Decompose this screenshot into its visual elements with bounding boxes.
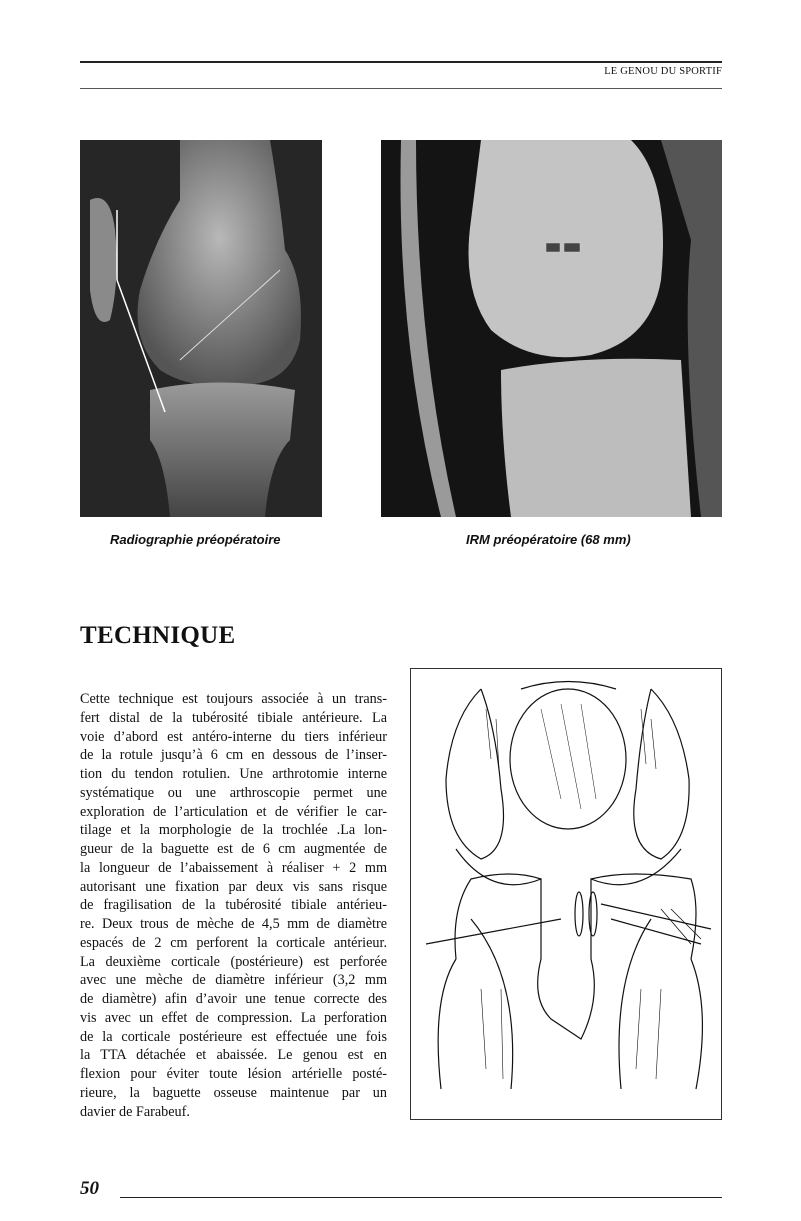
text-line: espacés de 2 cm perforent la corticale antérieur.	[80, 934, 387, 951]
text-line: tilage et la morphologie de la trochlée .La lon-	[80, 822, 387, 839]
footer-rule	[120, 1197, 722, 1198]
text-line: de diamètre) afin d’avoir une tenue correcte des	[80, 991, 387, 1007]
text-line: voie d’abord est antéro-interne du tiers inférieur	[80, 728, 387, 745]
text-line: avec une mèche de diamètre inférieur (3,2 mm	[80, 972, 387, 989]
text-line: systématique ou une arthroscopie permet une	[80, 784, 387, 801]
section-title: TECHNIQUE	[80, 622, 236, 649]
text-line: re. Deux trous de mèche de 4,5 mm de diamètre	[80, 916, 387, 932]
section-body	[80, 690, 387, 1121]
mri-image	[381, 140, 722, 517]
xray-image	[80, 140, 322, 517]
text-line: fert distal de la tubérosité tibiale antérieure. La	[80, 709, 387, 726]
text-line: de la corticale postérieure est effectuée une fois	[80, 1028, 387, 1045]
text-line: Cette technique est toujours associée à un trans-	[80, 691, 387, 707]
xray-caption: Radiographie préopératoire	[110, 532, 281, 547]
text-line: autorisant une fixation par deux vis sans risque	[80, 878, 387, 895]
header-rule	[80, 61, 722, 63]
text-line: flexion pour éviter toute lésion artérielle posté-	[80, 1066, 387, 1082]
page-number: 50	[80, 1178, 99, 1199]
text-line: La deuxième corticale (postérieure) est perforée	[80, 953, 387, 970]
text-line: de fragilisation de la tubérosité tibiale antérieu-	[80, 897, 387, 914]
text-line: tion du tendon rotulien. Une arthrotomie interne	[80, 766, 387, 782]
header-subrule	[80, 88, 722, 89]
text-line: vis avec un effet de compression. La perforation	[80, 1009, 387, 1026]
running-title: LE GENOU DU SPORTIF	[604, 66, 722, 77]
text-line: exploration de l’articulation et de vérifier le car-	[80, 803, 387, 820]
text-line: la longueur de l’abaissement à réaliser + 2 mm	[80, 859, 387, 876]
text-line: gueur de la baguette est de 6 cm augmentée de	[80, 841, 387, 857]
mri-caption: IRM préopératoire (68 mm)	[466, 532, 631, 547]
surgical-diagram	[410, 668, 722, 1120]
text-line: de la rotule jusqu’à 6 cm en dessous de l’inser-	[80, 747, 387, 764]
text-line: davier de Farabeuf.	[80, 1103, 190, 1120]
text-line: rieure, la baguette osseuse maintenue par un	[80, 1084, 387, 1101]
text-line: la TTA détachée et abaissée. Le genou est en	[80, 1047, 387, 1064]
